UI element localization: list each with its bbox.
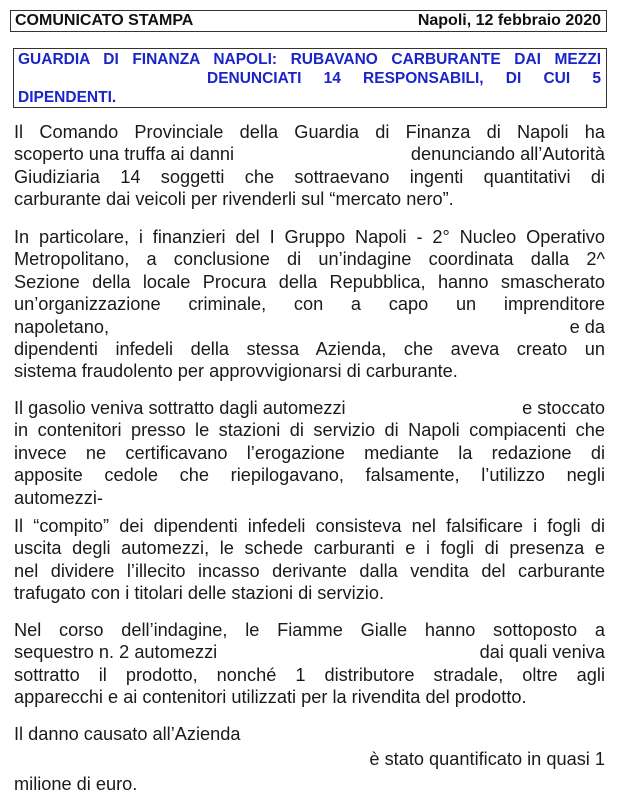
paragraph-line: automezzi- [14, 487, 103, 508]
text-before-redaction: scoperto una truffa ai danni [14, 144, 235, 165]
paragraph-line: Il danno causato all’Azienda [14, 724, 241, 744]
press-release-header [10, 10, 607, 32]
paragraph-line: nel dividere l’illecito incasso derivante dalla vendita del carburante [14, 560, 605, 581]
paragraph-line: milione di euro. [14, 774, 138, 794]
text-after-redaction: e da [569, 316, 605, 337]
paragraph-3 [14, 397, 605, 509]
paragraph-line: sottratto il prodotto, nonché 1 distributore stradale, oltre agli [14, 664, 605, 685]
headline-line-2: DENUNCIATI 14 RESPONSABILI, DI CUI 5 [207, 70, 601, 87]
paragraph-line-redacted [14, 143, 605, 165]
headline-line-1: GUARDIA DI FINANZA NAPOLI: RUBAVANO CARBURANTE DAI MEZZI [18, 51, 601, 68]
paragraph-line: apposite cedole che riepilogavano, falsamente, l’utilizzo negli [14, 465, 605, 486]
headline-line-3: DIPENDENTI. [18, 89, 117, 106]
paragraph-4 [14, 515, 605, 605]
paragraph-line: Metropolitano, a conclusione di un’indagine coordinata dalla 2^ [14, 249, 605, 270]
paragraph-line: uscita degli automezzi, le schede carburanti e i fogli di presenza e [14, 538, 605, 559]
paragraph-line: Giudiziaria 14 soggetti che sottraevano ingenti quantitativi di [14, 166, 605, 187]
text-before-redaction: sequestro n. 2 automezzi [14, 642, 218, 663]
paragraph-line: Il Comando Provinciale della Guardia di Finanza di Napoli ha [14, 122, 605, 142]
paragraph-line: in contenitori presso le stazioni di servizio di Napoli compiacenti che [14, 420, 605, 441]
paragraph-line: invece ne certificavano l’erogazione mediante la redazione di [14, 442, 605, 463]
text-before-redaction: Il gasolio veniva sottratto dagli automezzi [14, 398, 346, 418]
paragraph-line: trafugato con i titolari delle stazioni di servizio. [14, 583, 384, 604]
paragraph-1 [14, 121, 605, 211]
paragraph-5 [14, 619, 605, 709]
text-before-redaction: napoletano, [14, 316, 110, 337]
paragraph-line: In particolare, i finanzieri del I Gruppo Napoli - 2° Nucleo Operativo [14, 227, 605, 247]
paragraph-line: dipendenti infedeli della stessa Azienda, che aveva creato un [14, 338, 605, 359]
paragraph-line: sistema fraudolento per approvvigionarsi di carburante. [14, 361, 458, 382]
paragraph-6 [14, 722, 605, 797]
paragraph-2 [14, 226, 605, 383]
paragraph-line: Il “compito” dei dipendenti infedeli consisteva nel falsificare i fogli di [14, 516, 605, 536]
paragraph-line: Sezione della locale Procura della Repubblica, hanno smascherato [14, 271, 605, 292]
paragraph-line: apparecchi e ai contenitori utilizzati per la rivendita del prodotto. [14, 687, 527, 708]
headline-box [13, 48, 607, 108]
paragraph-line-redacted [14, 641, 605, 663]
paragraph-line-redacted [14, 316, 605, 338]
text-after-redaction: dai quali veniva [479, 642, 605, 663]
press-release-date: Napoli, 12 febbraio 2020 [417, 12, 601, 29]
paragraph-line-redacted [14, 397, 605, 419]
text-after-redaction: e stoccato [522, 398, 605, 418]
paragraph-line: carburante dai veicoli per rivenderli sul “mercato nero”. [14, 189, 454, 210]
press-release-label: COMUNICATO STAMPA [15, 12, 194, 29]
paragraph-line: è stato quantificato in quasi 1 [369, 749, 605, 769]
text-after-redaction: denunciando all’Autorità [410, 144, 605, 165]
paragraph-line: un’organizzazione criminale, con a capo un imprenditore [14, 294, 605, 315]
paragraph-line: Nel corso dell’indagine, le Fiamme Gialle hanno sottoposto a [14, 620, 605, 640]
